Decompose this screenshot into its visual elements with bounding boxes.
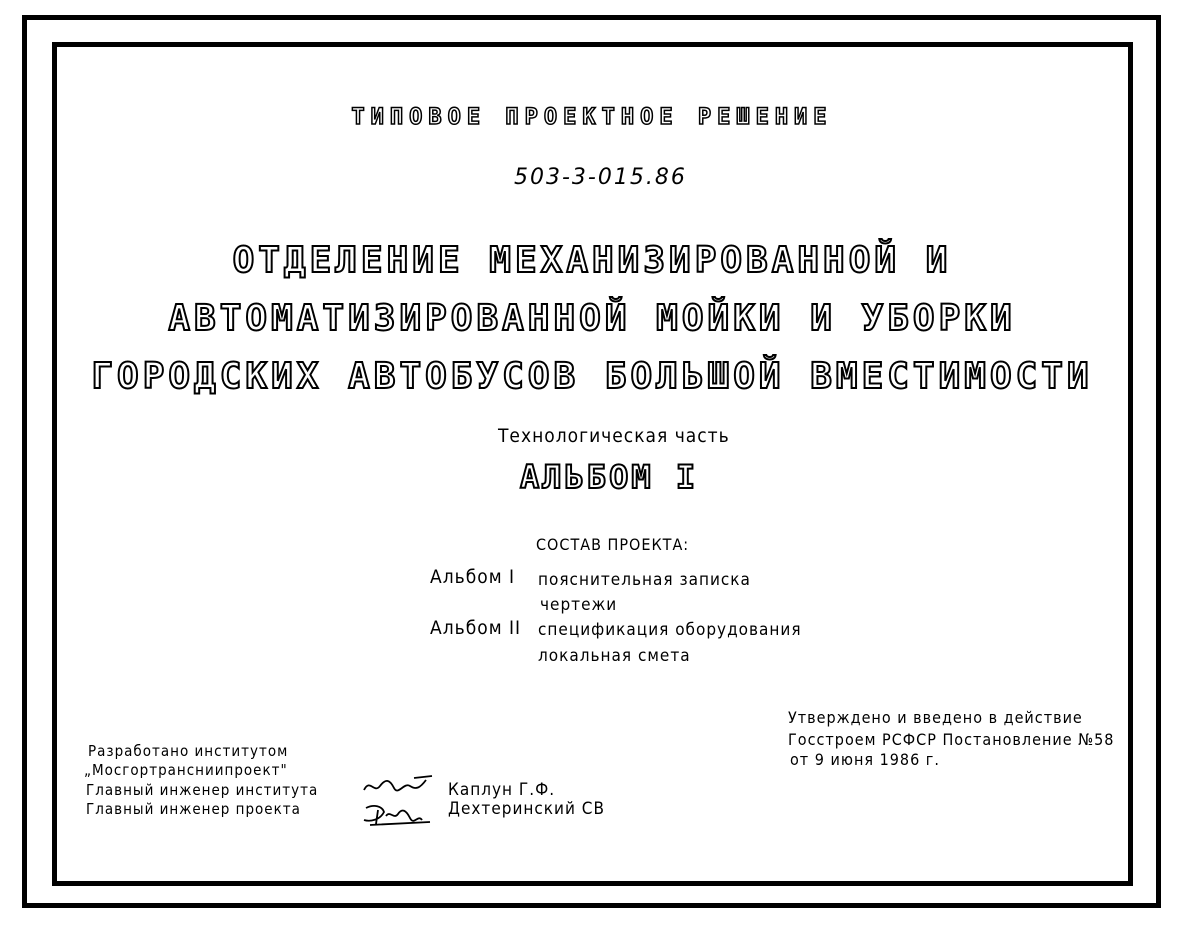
album-2-label: Альбом II [430, 617, 522, 639]
approval-line-2: Госстроем РСФСР Постановление №58 [788, 730, 1115, 749]
album-1-label: Альбом I [430, 566, 516, 588]
title-line-1: ОТДЕЛЕНИЕ МЕХАНИЗИРОВАННОЙ И [232, 240, 952, 281]
signature-2 [360, 798, 440, 828]
part-subtitle: Технологическая часть [498, 425, 730, 447]
title-line-3: ГОРОДСКИХ АВТОБУСОВ БОЛЬШОЙ ВМЕСТИМОСТИ [91, 356, 1093, 397]
title-line-2: АВТОМАТИЗИРОВАННОЙ МОЙКИ И УБОРКИ [168, 298, 1016, 339]
signature-1 [360, 774, 440, 798]
developer-institute: „Мосгортрансниипроект" [84, 761, 288, 779]
developer-line-1: Разработано институтом [88, 742, 289, 760]
signatory-2: Дехтеринский СВ [448, 799, 605, 819]
chief-engineer-institute-label: Главный инженер института [86, 781, 319, 799]
album-2-item: локальная смета [538, 646, 691, 666]
approval-line-3: от 9 июня 1986 г. [790, 750, 940, 769]
chief-engineer-project-label: Главный инженер проекта [86, 800, 301, 818]
composition-heading: СОСТАВ ПРОЕКТА: [536, 535, 690, 554]
album-1-item: чертежи [540, 595, 618, 615]
album-title: АЛЬБОМ I [520, 458, 699, 496]
project-code: 503-3-015.86 [514, 165, 687, 190]
album-1-item: пояснительная записка [538, 570, 751, 590]
approval-line-1: Утверждено и введено в действие [788, 708, 1083, 727]
album-2-item: спецификация оборудования [538, 620, 802, 640]
document-type-heading: ТИПОВОЕ ПРОЕКТНОЕ РЕШЕНИЕ [351, 105, 833, 130]
signatory-1: Каплун Г.Ф. [448, 780, 556, 800]
